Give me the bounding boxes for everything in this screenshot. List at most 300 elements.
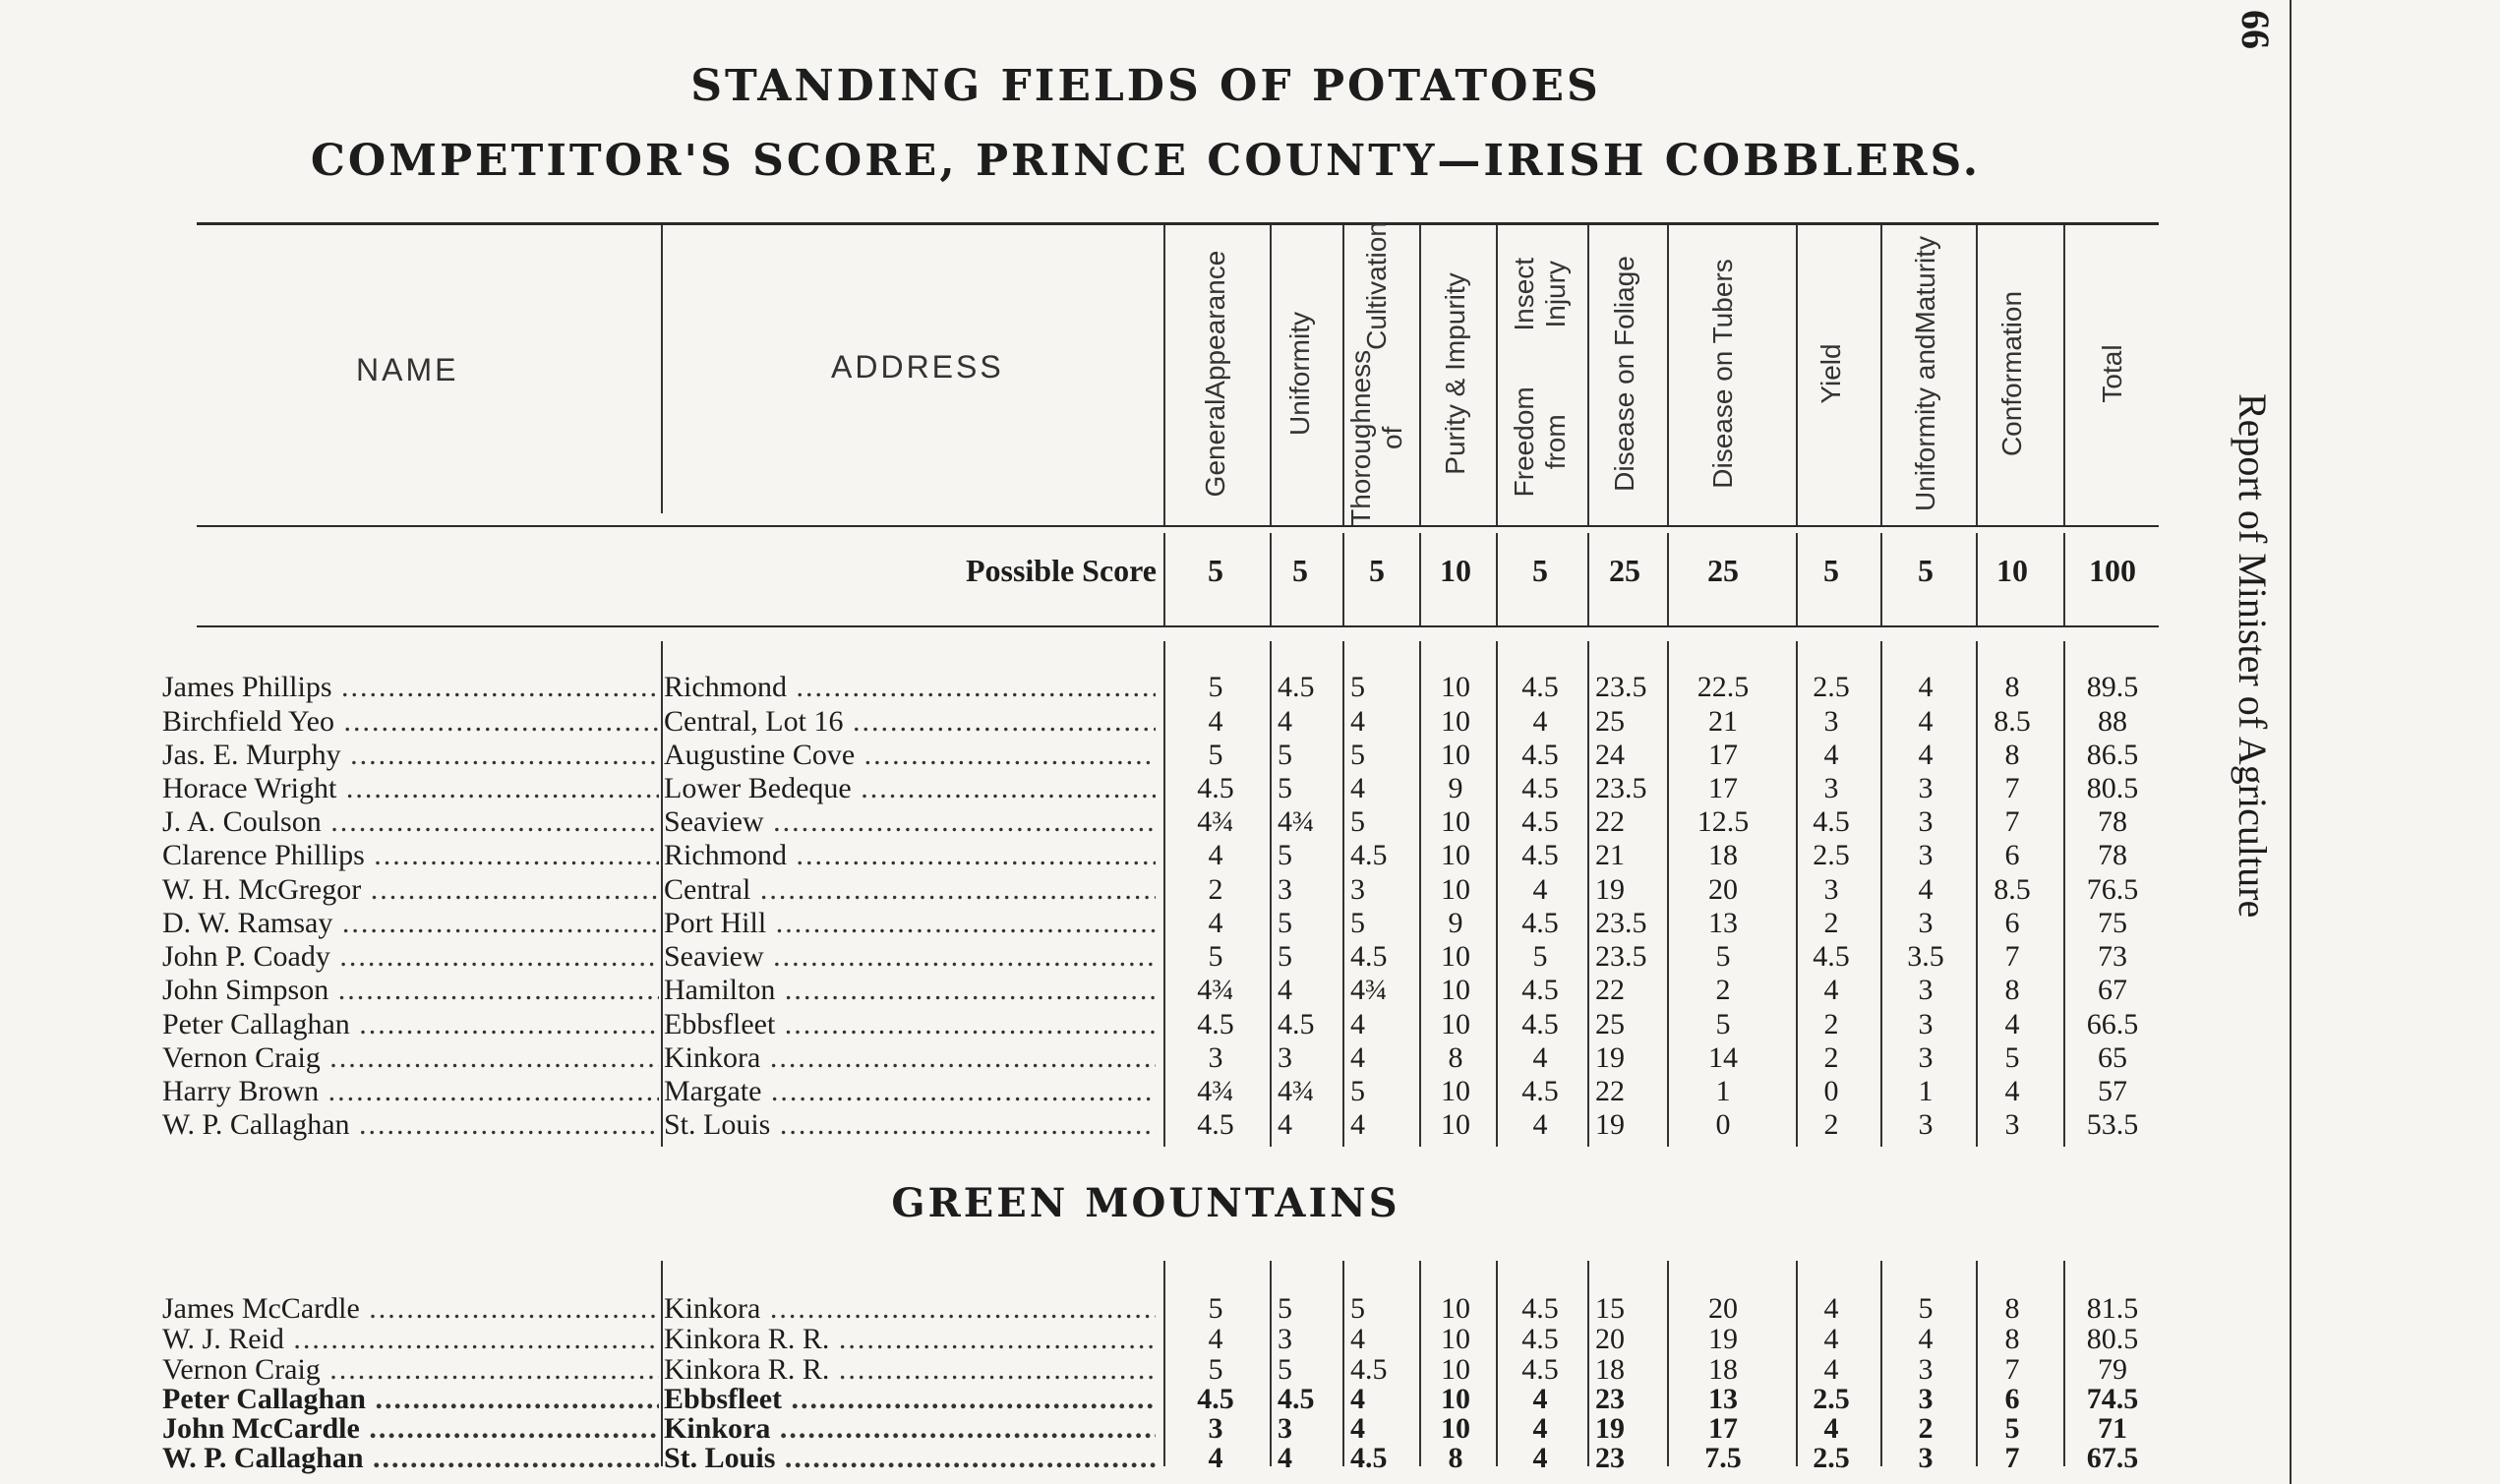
score-cell: 4.5	[1521, 671, 1559, 703]
score-cell: 4	[2004, 1075, 2020, 1107]
score-cell: 4.5	[1521, 907, 1559, 939]
score-cell: 4.5	[1521, 805, 1559, 838]
competitor-address: Ebbsfleet .....	[664, 1008, 1156, 1041]
table-row	[0, 974, 2292, 1007]
score-cell: 4.5	[1521, 1353, 1559, 1386]
score-cell: 89.5	[2086, 671, 2139, 703]
score-cell: 4	[1350, 1412, 1365, 1445]
competitor-address: Richmond .....	[664, 839, 1156, 872]
score-cell: 1	[1715, 1075, 1731, 1107]
competitor-name: John Simpson .....	[162, 974, 659, 1007]
score-cell: 4.5	[1278, 671, 1315, 703]
score-cell: 5	[1715, 940, 1731, 973]
competitor-address: Seaview .....	[664, 940, 1156, 974]
competitor-address: Kinkora R. R. .....	[664, 1353, 1156, 1387]
score-cell: 3	[1278, 1041, 1292, 1074]
score-cell: 81.5	[2086, 1292, 2139, 1325]
competitor-name: James Phillips .....	[162, 671, 659, 704]
competitor-address: Seaview .....	[664, 805, 1156, 839]
possible-score-value: 5	[1823, 553, 1839, 588]
score-cell: 4.5	[1197, 772, 1234, 804]
score-cell: 13	[1708, 907, 1738, 939]
table-row	[0, 873, 2292, 907]
score-cell: 7	[2004, 1442, 2020, 1474]
score-cell: 5	[1350, 907, 1365, 939]
score-cell: 4	[1350, 1008, 1365, 1040]
score-cell: 3	[1918, 1383, 1934, 1415]
score-cell: 7	[2004, 940, 2020, 973]
score-cell: 4	[1350, 1323, 1365, 1355]
score-cell: 15	[1595, 1292, 1625, 1325]
score-cell: 75	[2098, 907, 2127, 939]
column-header-line: Disease on Foliage	[1609, 256, 1639, 492]
score-cell: 7	[2004, 805, 2020, 838]
column-header-8	[1896, 226, 1955, 521]
score-cell: 5	[1278, 772, 1292, 804]
score-cell: 3	[1918, 805, 1934, 838]
score-cell: 6	[2004, 1383, 2020, 1415]
score-cell: 2	[1823, 907, 1839, 939]
possible-score-value: 100	[2089, 553, 2136, 588]
column-header-line: Cultivation	[1361, 221, 1392, 350]
score-cell: 5	[1278, 940, 1292, 973]
score-cell: 0	[1715, 1108, 1731, 1141]
score-cell: 23.5	[1595, 907, 1647, 939]
page-subtitle: COMPETITOR'S SCORE, PRINCE COUNTY—IRISH COBBLERS.	[310, 136, 1982, 186]
score-cell: 4¾	[1350, 974, 1388, 1006]
score-cell: 7	[2004, 1353, 2020, 1386]
score-cell: 4	[1350, 1041, 1365, 1074]
column-header-line: Maturity	[1910, 235, 1940, 334]
score-cell: 10	[1441, 1323, 1470, 1355]
score-cell: 5	[1350, 1292, 1365, 1325]
possible-score-value: 5	[1292, 553, 1308, 588]
table-row	[0, 671, 2292, 704]
score-cell: 5	[1350, 805, 1365, 838]
score-cell: 4	[1918, 1323, 1934, 1355]
score-cell: 10	[1441, 873, 1470, 906]
score-cell: 8	[2004, 1292, 2020, 1325]
table-row	[0, 739, 2292, 772]
score-cell: 3	[1918, 974, 1934, 1006]
score-cell: 4.5	[1350, 1353, 1388, 1386]
score-cell: 4	[1918, 671, 1934, 703]
competitor-name: Jas. E. Murphy .....	[162, 739, 659, 772]
score-cell: 8	[1448, 1442, 1463, 1474]
score-cell: 6	[2004, 839, 2020, 871]
score-cell: 4	[1532, 1041, 1548, 1074]
score-cell: 4.5	[1521, 839, 1559, 871]
competitor-address: Richmond .....	[664, 671, 1156, 704]
score-cell: 4.5	[1350, 1442, 1388, 1474]
column-header-line: Conformation	[1996, 290, 2027, 457]
score-cell: 2.5	[1813, 671, 1850, 703]
score-cell: 5	[1350, 1075, 1365, 1107]
table-row	[0, 805, 2292, 839]
competitor-name: John P. Coady .....	[162, 940, 659, 974]
possible-score-value: 5	[1208, 553, 1223, 588]
score-cell: 5	[1278, 739, 1292, 771]
column-header-4	[1511, 226, 1570, 521]
score-cell: 3	[1823, 705, 1839, 738]
score-cell: 25	[1595, 705, 1625, 738]
score-cell: 23	[1595, 1383, 1625, 1415]
column-header-line: Thoroughness of	[1345, 349, 1407, 526]
score-cell: 4.5	[1813, 805, 1850, 838]
score-cell: 20	[1595, 1323, 1625, 1355]
score-cell: 10	[1441, 705, 1470, 738]
score-cell: 4	[1350, 1108, 1365, 1141]
column-header-3	[1426, 226, 1485, 521]
score-cell: 21	[1595, 839, 1625, 871]
score-cell: 3	[1918, 1442, 1934, 1474]
column-header-line: Uniformity	[1284, 312, 1315, 437]
score-cell: 10	[1441, 1383, 1470, 1415]
score-cell: 4.5	[1521, 974, 1559, 1006]
score-cell: 0	[1823, 1075, 1839, 1107]
score-cell: 19	[1708, 1323, 1738, 1355]
column-header-line: Appearance	[1200, 250, 1230, 399]
score-cell: 14	[1708, 1041, 1738, 1074]
score-cell: 3	[2004, 1108, 2020, 1141]
score-cell: 4	[1532, 1383, 1548, 1415]
score-cell: 5	[1918, 1292, 1934, 1325]
score-cell: 17	[1708, 772, 1738, 804]
score-cell: 4	[1208, 1323, 1223, 1355]
possible-score-value: 10	[1440, 553, 1471, 588]
column-divider	[1587, 225, 1589, 525]
competitor-name: J. A. Coulson .....	[162, 805, 659, 839]
running-head: Report of Minister of Agriculture	[2231, 393, 2275, 919]
competitor-name: D. W. Ramsay .....	[162, 907, 659, 940]
column-header-line: General	[1200, 398, 1230, 498]
score-cell: 80.5	[2086, 772, 2139, 804]
score-cell: 18	[1595, 1353, 1625, 1386]
table-row	[0, 839, 2292, 872]
table-row	[0, 1412, 2292, 1446]
score-cell: 7.5	[1704, 1442, 1742, 1474]
score-cell: 4.5	[1813, 940, 1850, 973]
score-cell: 4	[1278, 1108, 1292, 1141]
score-cell: 2	[1715, 974, 1731, 1006]
score-cell: 24	[1595, 739, 1625, 771]
score-cell: 4	[1278, 705, 1292, 738]
score-cell: 65	[2098, 1041, 2127, 1074]
score-cell: 8	[1448, 1041, 1463, 1074]
score-cell: 3	[1918, 1041, 1934, 1074]
score-cell: 4¾	[1278, 1075, 1315, 1107]
column-header-5	[1595, 226, 1654, 521]
score-cell: 5	[1278, 1353, 1292, 1386]
score-cell: 5	[2004, 1412, 2020, 1445]
score-cell: 4	[1918, 873, 1934, 906]
score-cell: 3	[1823, 873, 1839, 906]
score-cell: 3	[1350, 873, 1365, 906]
score-cell: 5	[1278, 907, 1292, 939]
score-cell: 4	[1208, 1442, 1223, 1474]
score-cell: 10	[1441, 1353, 1470, 1386]
score-cell: 4	[1208, 705, 1223, 738]
column-header-0	[1186, 226, 1245, 521]
score-cell: 5	[1208, 739, 1223, 771]
table-top-rule	[197, 222, 2159, 225]
competitor-address: Central .....	[664, 873, 1156, 907]
score-cell: 2	[1823, 1108, 1839, 1141]
table-row	[0, 1353, 2292, 1387]
score-cell: 4	[1278, 1442, 1292, 1474]
possible-score-value: 10	[1996, 553, 2028, 588]
column-header-10	[2083, 226, 2142, 521]
score-cell: 4.5	[1197, 1108, 1234, 1141]
score-cell: 5	[1208, 1292, 1223, 1325]
score-cell: 10	[1441, 671, 1470, 703]
score-cell: 17	[1708, 1412, 1738, 1445]
score-cell: 5	[1350, 739, 1365, 771]
score-cell: 4	[1532, 705, 1548, 738]
competitor-address: Port Hill .....	[664, 907, 1156, 940]
score-cell: 78	[2098, 805, 2127, 838]
score-cell: 4	[1823, 1412, 1839, 1445]
score-cell: 79	[2098, 1353, 2127, 1386]
score-cell: 4	[2004, 1008, 2020, 1040]
score-cell: 4	[1208, 839, 1223, 871]
competitor-name: Horace Wright .....	[162, 772, 659, 805]
competitor-address: Margate .....	[664, 1075, 1156, 1108]
column-divider	[1976, 225, 1978, 525]
possible-score-value: 5	[1369, 553, 1385, 588]
competitor-name: Peter Callaghan .....	[162, 1383, 659, 1416]
score-cell: 8.5	[1994, 705, 2031, 738]
column-header-line: Insect Injury	[1509, 257, 1571, 331]
score-cell: 5	[1715, 1008, 1731, 1040]
score-cell: 10	[1441, 1008, 1470, 1040]
score-cell: 4	[1823, 1292, 1839, 1325]
score-cell: 3.5	[1907, 940, 1944, 973]
score-cell: 4	[1918, 705, 1934, 738]
score-cell: 25	[1595, 1008, 1625, 1040]
page-number: 66	[2233, 10, 2278, 49]
column-header-7	[1802, 226, 1861, 521]
column-header-1	[1271, 226, 1330, 521]
score-cell: 4	[1350, 1383, 1365, 1415]
possible-score-value: 5	[1532, 553, 1548, 588]
competitor-name: Harry Brown .....	[162, 1075, 659, 1108]
score-cell: 2.5	[1813, 839, 1850, 871]
score-cell: 4.5	[1521, 772, 1559, 804]
column-divider	[1667, 225, 1669, 525]
possible-score-value: 5	[1918, 553, 1934, 588]
score-cell: 9	[1448, 907, 1463, 939]
competitor-address: Hamilton .....	[664, 974, 1156, 1007]
table-row	[0, 1323, 2292, 1356]
competitor-address: Kinkora .....	[664, 1412, 1156, 1446]
score-cell: 4	[1823, 739, 1839, 771]
score-cell: 4.5	[1350, 839, 1388, 871]
column-divider	[2063, 225, 2065, 525]
score-cell: 5	[2004, 1041, 2020, 1074]
score-cell: 3	[1208, 1412, 1223, 1445]
column-divider	[1419, 225, 1421, 525]
header-bottom-rule	[197, 525, 2159, 527]
possible-score-label: Possible Score	[965, 553, 1157, 588]
score-cell: 3	[1918, 1353, 1934, 1386]
score-cell: 10	[1441, 1108, 1470, 1141]
column-divider	[1163, 225, 1165, 525]
competitor-name: Birchfield Yeo .....	[162, 705, 659, 739]
score-cell: 4	[1278, 974, 1292, 1006]
score-cell: 67	[2098, 974, 2127, 1006]
score-cell: 4¾	[1278, 805, 1315, 838]
competitor-name: James McCardle .....	[162, 1292, 659, 1326]
score-cell: 5	[1278, 1292, 1292, 1325]
competitor-name: W. P. Callaghan .....	[162, 1108, 659, 1142]
score-cell: 80.5	[2086, 1323, 2139, 1355]
competitor-name: John McCardle .....	[162, 1412, 659, 1446]
table-row	[0, 907, 2292, 940]
column-divider	[1880, 225, 1882, 525]
score-cell: 7	[2004, 772, 2020, 804]
score-cell: 3	[1278, 1323, 1292, 1355]
score-cell: 78	[2098, 839, 2127, 871]
score-cell: 22	[1595, 974, 1625, 1006]
score-cell: 19	[1595, 1041, 1625, 1074]
score-cell: 19	[1595, 873, 1625, 906]
score-cell: 66.5	[2086, 1008, 2139, 1040]
score-cell: 3	[1918, 772, 1934, 804]
score-cell: 10	[1441, 739, 1470, 771]
score-cell: 4	[1823, 974, 1839, 1006]
score-cell: 22.5	[1696, 671, 1750, 703]
score-cell: 22	[1595, 805, 1625, 838]
score-cell: 71	[2098, 1412, 2127, 1445]
score-cell: 23.5	[1595, 772, 1647, 804]
score-cell: 8	[2004, 739, 2020, 771]
table-row	[0, 1008, 2292, 1041]
score-cell: 53.5	[2086, 1108, 2139, 1141]
column-header-6	[1694, 226, 1753, 521]
score-cell: 3	[1918, 907, 1934, 939]
score-cell: 88	[2098, 705, 2127, 738]
competitor-name: Vernon Craig .....	[162, 1353, 659, 1387]
table-row	[0, 1075, 2292, 1108]
score-cell: 19	[1595, 1108, 1625, 1141]
score-cell: 2	[1823, 1041, 1839, 1074]
score-cell: 5	[1278, 839, 1292, 871]
score-cell: 3	[1918, 1108, 1934, 1141]
competitor-name: W. H. McGregor .....	[162, 873, 659, 907]
score-cell: 57	[2098, 1075, 2127, 1107]
score-cell: 67.5	[2086, 1442, 2139, 1474]
score-cell: 4.5	[1521, 1008, 1559, 1040]
competitor-address: St. Louis .....	[664, 1442, 1156, 1475]
score-cell: 86.5	[2086, 739, 2139, 771]
score-cell: 9	[1448, 772, 1463, 804]
name-column-header: NAME	[356, 352, 459, 387]
table-row	[0, 1108, 2292, 1142]
score-cell: 10	[1441, 1412, 1470, 1445]
page-title: STANDING FIELDS OF POTATOES	[690, 61, 1601, 111]
score-cell: 10	[1441, 1075, 1470, 1107]
column-divider	[1163, 533, 1165, 625]
column-header-2	[1345, 221, 1407, 526]
score-cell: 4	[1532, 873, 1548, 906]
score-cell: 4.5	[1521, 1292, 1559, 1325]
table-row	[0, 1041, 2292, 1075]
score-cell: 12.5	[1696, 805, 1750, 838]
score-cell: 4.5	[1278, 1383, 1315, 1415]
score-cell: 4	[1350, 772, 1365, 804]
competitor-address: Kinkora R. R. .....	[664, 1323, 1156, 1356]
score-cell: 4	[1823, 1353, 1839, 1386]
score-cell: 4.5	[1197, 1008, 1234, 1040]
column-header-line: Freedom from	[1509, 386, 1571, 498]
competitor-name: Vernon Craig .....	[162, 1041, 659, 1075]
score-cell: 10	[1441, 1292, 1470, 1325]
score-cell: 10	[1441, 805, 1470, 838]
score-cell: 4	[1823, 1323, 1839, 1355]
score-cell: 4.5	[1278, 1008, 1315, 1040]
score-cell: 4	[1532, 1412, 1548, 1445]
score-cell: 2	[1208, 873, 1223, 906]
column-header-line: Uniformity and	[1910, 333, 1940, 512]
possible-score-value: 25	[1609, 553, 1640, 588]
score-cell: 3	[1823, 772, 1839, 804]
score-cell: 4¾	[1197, 974, 1234, 1006]
table-row	[0, 772, 2292, 805]
score-cell: 20	[1708, 873, 1738, 906]
column-divider	[1496, 225, 1498, 525]
score-cell: 4.5	[1521, 1075, 1559, 1107]
column-header-line: Total	[2097, 344, 2127, 403]
score-cell: 4	[1532, 1442, 1548, 1474]
score-cell: 5	[1532, 940, 1548, 973]
score-cell: 17	[1708, 739, 1738, 771]
score-cell: 4¾	[1197, 1075, 1234, 1107]
score-cell: 5	[1208, 671, 1223, 703]
score-cell: 4	[1208, 907, 1223, 939]
score-cell: 5	[1350, 671, 1365, 703]
score-cell: 2.5	[1813, 1442, 1850, 1474]
column-header-line: Disease on Tubers	[1707, 259, 1738, 489]
column-header-line: Yield	[1815, 343, 1846, 404]
score-cell: 21	[1708, 705, 1738, 738]
score-cell: 76.5	[2086, 873, 2139, 906]
score-cell: 20	[1708, 1292, 1738, 1325]
competitor-address: Ebbsfleet .....	[664, 1383, 1156, 1416]
score-cell: 10	[1441, 974, 1470, 1006]
score-cell: 2	[1918, 1412, 1934, 1445]
column-header-9	[1983, 226, 2042, 521]
competitor-address: Central, Lot 16 .....	[664, 705, 1156, 739]
score-cell: 23.5	[1595, 671, 1647, 703]
score-cell: 8	[2004, 974, 2020, 1006]
score-cell: 6	[2004, 907, 2020, 939]
competitor-name: W. J. Reid .....	[162, 1323, 659, 1356]
competitor-name: Peter Callaghan .....	[162, 1008, 659, 1041]
table-row	[0, 1442, 2292, 1475]
address-column-header: ADDRESS	[831, 349, 1004, 385]
competitor-name: Clarence Phillips .....	[162, 839, 659, 872]
score-cell: 5	[1208, 1353, 1223, 1386]
score-cell: 1	[1918, 1075, 1934, 1107]
score-cell: 8	[2004, 671, 2020, 703]
score-cell: 4	[1350, 705, 1365, 738]
score-cell: 74.5	[2086, 1383, 2139, 1415]
column-divider	[2063, 533, 2065, 625]
score-cell: 8.5	[1994, 873, 2031, 906]
score-cell: 3	[1918, 1008, 1934, 1040]
score-cell: 18	[1708, 1353, 1738, 1386]
